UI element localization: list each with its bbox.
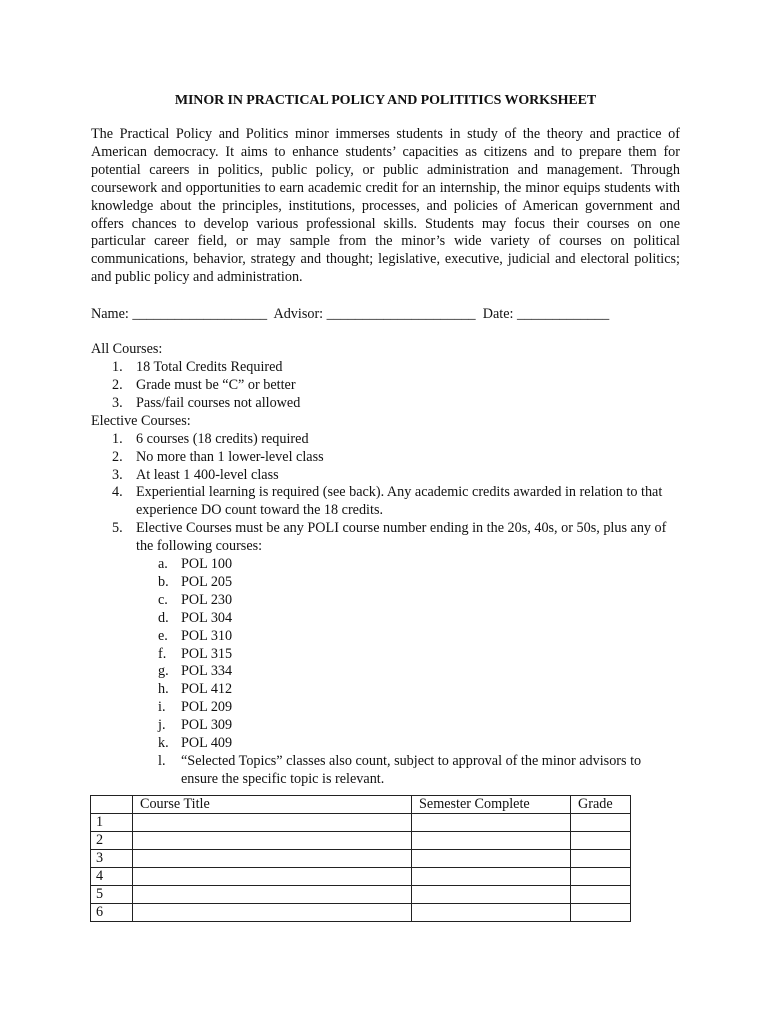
student-info-line: Name: ___________________ Advisor: _____________________ Date: _____________	[91, 306, 610, 323]
list-item-text: POL 100	[181, 556, 233, 573]
list-item	[136, 592, 680, 610]
list-item	[136, 663, 680, 681]
semester-complete-cell[interactable]	[412, 831, 571, 849]
all-courses-list	[91, 359, 680, 413]
list-marker: 1.	[112, 359, 123, 376]
row-number-cell: 6	[91, 903, 133, 921]
list-item	[136, 610, 680, 628]
list-item	[136, 556, 680, 574]
semester-complete-cell[interactable]	[412, 813, 571, 831]
course-title-cell[interactable]	[133, 903, 412, 921]
list-item	[136, 681, 680, 699]
list-item-text: Experiential learning is required (see back). Any academic credits awarded in relation to that experience DO count toward the 18 credits.	[136, 484, 663, 519]
semester-complete-cell[interactable]	[412, 867, 571, 885]
list-item-text: “Selected Topics” classes also count, subject to approval of the minor advisors to ensure the specific topic is relevant.	[181, 753, 642, 787]
semester-complete-cell[interactable]	[412, 849, 571, 867]
table-row	[91, 885, 631, 903]
grade-cell[interactable]	[571, 813, 631, 831]
row-number-header	[91, 795, 133, 813]
list-item-text: 18 Total Credits Required	[136, 359, 283, 376]
elective-courses-list	[91, 431, 680, 789]
intro-paragraph: The Practical Policy and Politics minor immerses students in study of the theory and practice of American democracy. It aims to enhance students’ capacities as citizens and to prepare them for potential careers in politics, public policy, or public administration and management. Through coursework and opportunities to earn academic credit for an internship, the minor equips students with knowledge about the principles, institutions, processes, and policies of American government and offers chances to develop various professional skills. Students may focus their courses on one particular career field, or may sample from the minor’s wide variety of courses on political communications, behavior, strategy and thought; legislative, executive, judicial and electoral politics; and public policy and administration.	[91, 126, 680, 286]
list-item	[91, 359, 680, 377]
semester-complete-cell[interactable]	[412, 885, 571, 903]
course-title-cell[interactable]	[133, 885, 412, 903]
list-item	[91, 377, 680, 395]
list-marker: 3.	[112, 466, 123, 483]
row-number-cell: 2	[91, 831, 133, 849]
eligible-courses-list	[136, 556, 680, 789]
page-title: MINOR IN PRACTICAL POLICY AND POLITITICS WORKSHEET	[174, 93, 597, 108]
list-item	[91, 484, 680, 520]
list-item	[91, 395, 680, 413]
list-marker: j.	[158, 717, 166, 734]
list-marker: f.	[158, 645, 167, 662]
list-item	[136, 628, 680, 646]
list-marker: d.	[158, 609, 169, 626]
list-marker: l.	[158, 753, 166, 769]
grade-cell[interactable]	[571, 831, 631, 849]
list-marker: 4.	[112, 484, 123, 501]
list-item	[136, 574, 680, 592]
list-marker: 5.	[112, 520, 123, 537]
list-item-text: Grade must be “C” or better	[136, 376, 296, 393]
list-marker: a.	[158, 556, 168, 573]
list-item	[136, 646, 680, 664]
list-item	[136, 753, 680, 789]
list-item-text: POL 205	[181, 573, 233, 590]
course-table	[90, 795, 631, 922]
list-item	[136, 717, 680, 735]
row-number-cell: 1	[91, 813, 133, 831]
list-marker: k.	[158, 735, 169, 752]
list-item	[91, 431, 680, 449]
table-header-row	[91, 795, 631, 813]
list-item-text: 6 courses (18 credits) required	[136, 430, 309, 447]
list-item-text: Pass/fail courses not allowed	[136, 394, 301, 411]
grade-cell[interactable]	[571, 849, 631, 867]
grade-cell[interactable]	[571, 903, 631, 921]
table-row	[91, 831, 631, 849]
row-number-cell: 4	[91, 867, 133, 885]
table-row	[91, 867, 631, 885]
list-item-text: POL 309	[181, 717, 233, 734]
list-item	[136, 735, 680, 753]
list-item-text: POL 310	[181, 627, 233, 644]
list-item-text: POL 209	[181, 699, 233, 716]
elective-courses-heading: Elective Courses:	[91, 412, 191, 429]
course-title-header: Course Title	[133, 795, 412, 813]
list-item-text: POL 230	[181, 591, 233, 608]
row-number-cell: 3	[91, 849, 133, 867]
list-item	[91, 520, 680, 789]
semester-complete-cell[interactable]	[412, 903, 571, 921]
course-title-cell[interactable]	[133, 831, 412, 849]
list-marker: h.	[158, 681, 169, 698]
list-marker: 2.	[112, 376, 123, 393]
row-number-cell: 5	[91, 885, 133, 903]
table-row	[91, 903, 631, 921]
grade-cell[interactable]	[571, 867, 631, 885]
list-item-text: POL 412	[181, 681, 233, 698]
semester-complete-header: Semester Complete	[412, 795, 571, 813]
table-row	[91, 813, 631, 831]
list-marker: b.	[158, 573, 169, 590]
list-item-text: POL 304	[181, 609, 233, 626]
list-item-text: POL 315	[181, 645, 233, 662]
course-title-cell[interactable]	[133, 867, 412, 885]
table-row	[91, 849, 631, 867]
list-marker: i.	[158, 699, 166, 716]
grade-header: Grade	[571, 795, 631, 813]
worksheet-page	[91, 93, 680, 922]
list-item	[91, 449, 680, 467]
list-marker: g.	[158, 663, 169, 680]
all-courses-heading: All Courses:	[91, 341, 163, 358]
list-item-text: At least 1 400-level class	[136, 466, 279, 483]
list-item-text: POL 409	[181, 735, 233, 752]
course-title-cell[interactable]	[133, 813, 412, 831]
list-marker: c.	[158, 591, 168, 608]
grade-cell[interactable]	[571, 885, 631, 903]
list-item-text: Elective Courses must be any POLI course number ending in the 20s, 40s, or 50s, plus any of the following courses:	[136, 520, 667, 555]
list-marker: e.	[158, 627, 168, 644]
list-item	[136, 699, 680, 717]
list-marker: 1.	[112, 430, 123, 447]
course-title-cell[interactable]	[133, 849, 412, 867]
list-marker: 3.	[112, 394, 123, 411]
list-marker: 2.	[112, 448, 123, 465]
list-item-text: POL 334	[181, 663, 233, 680]
list-item	[91, 467, 680, 485]
list-item-text: No more than 1 lower-level class	[136, 448, 324, 465]
